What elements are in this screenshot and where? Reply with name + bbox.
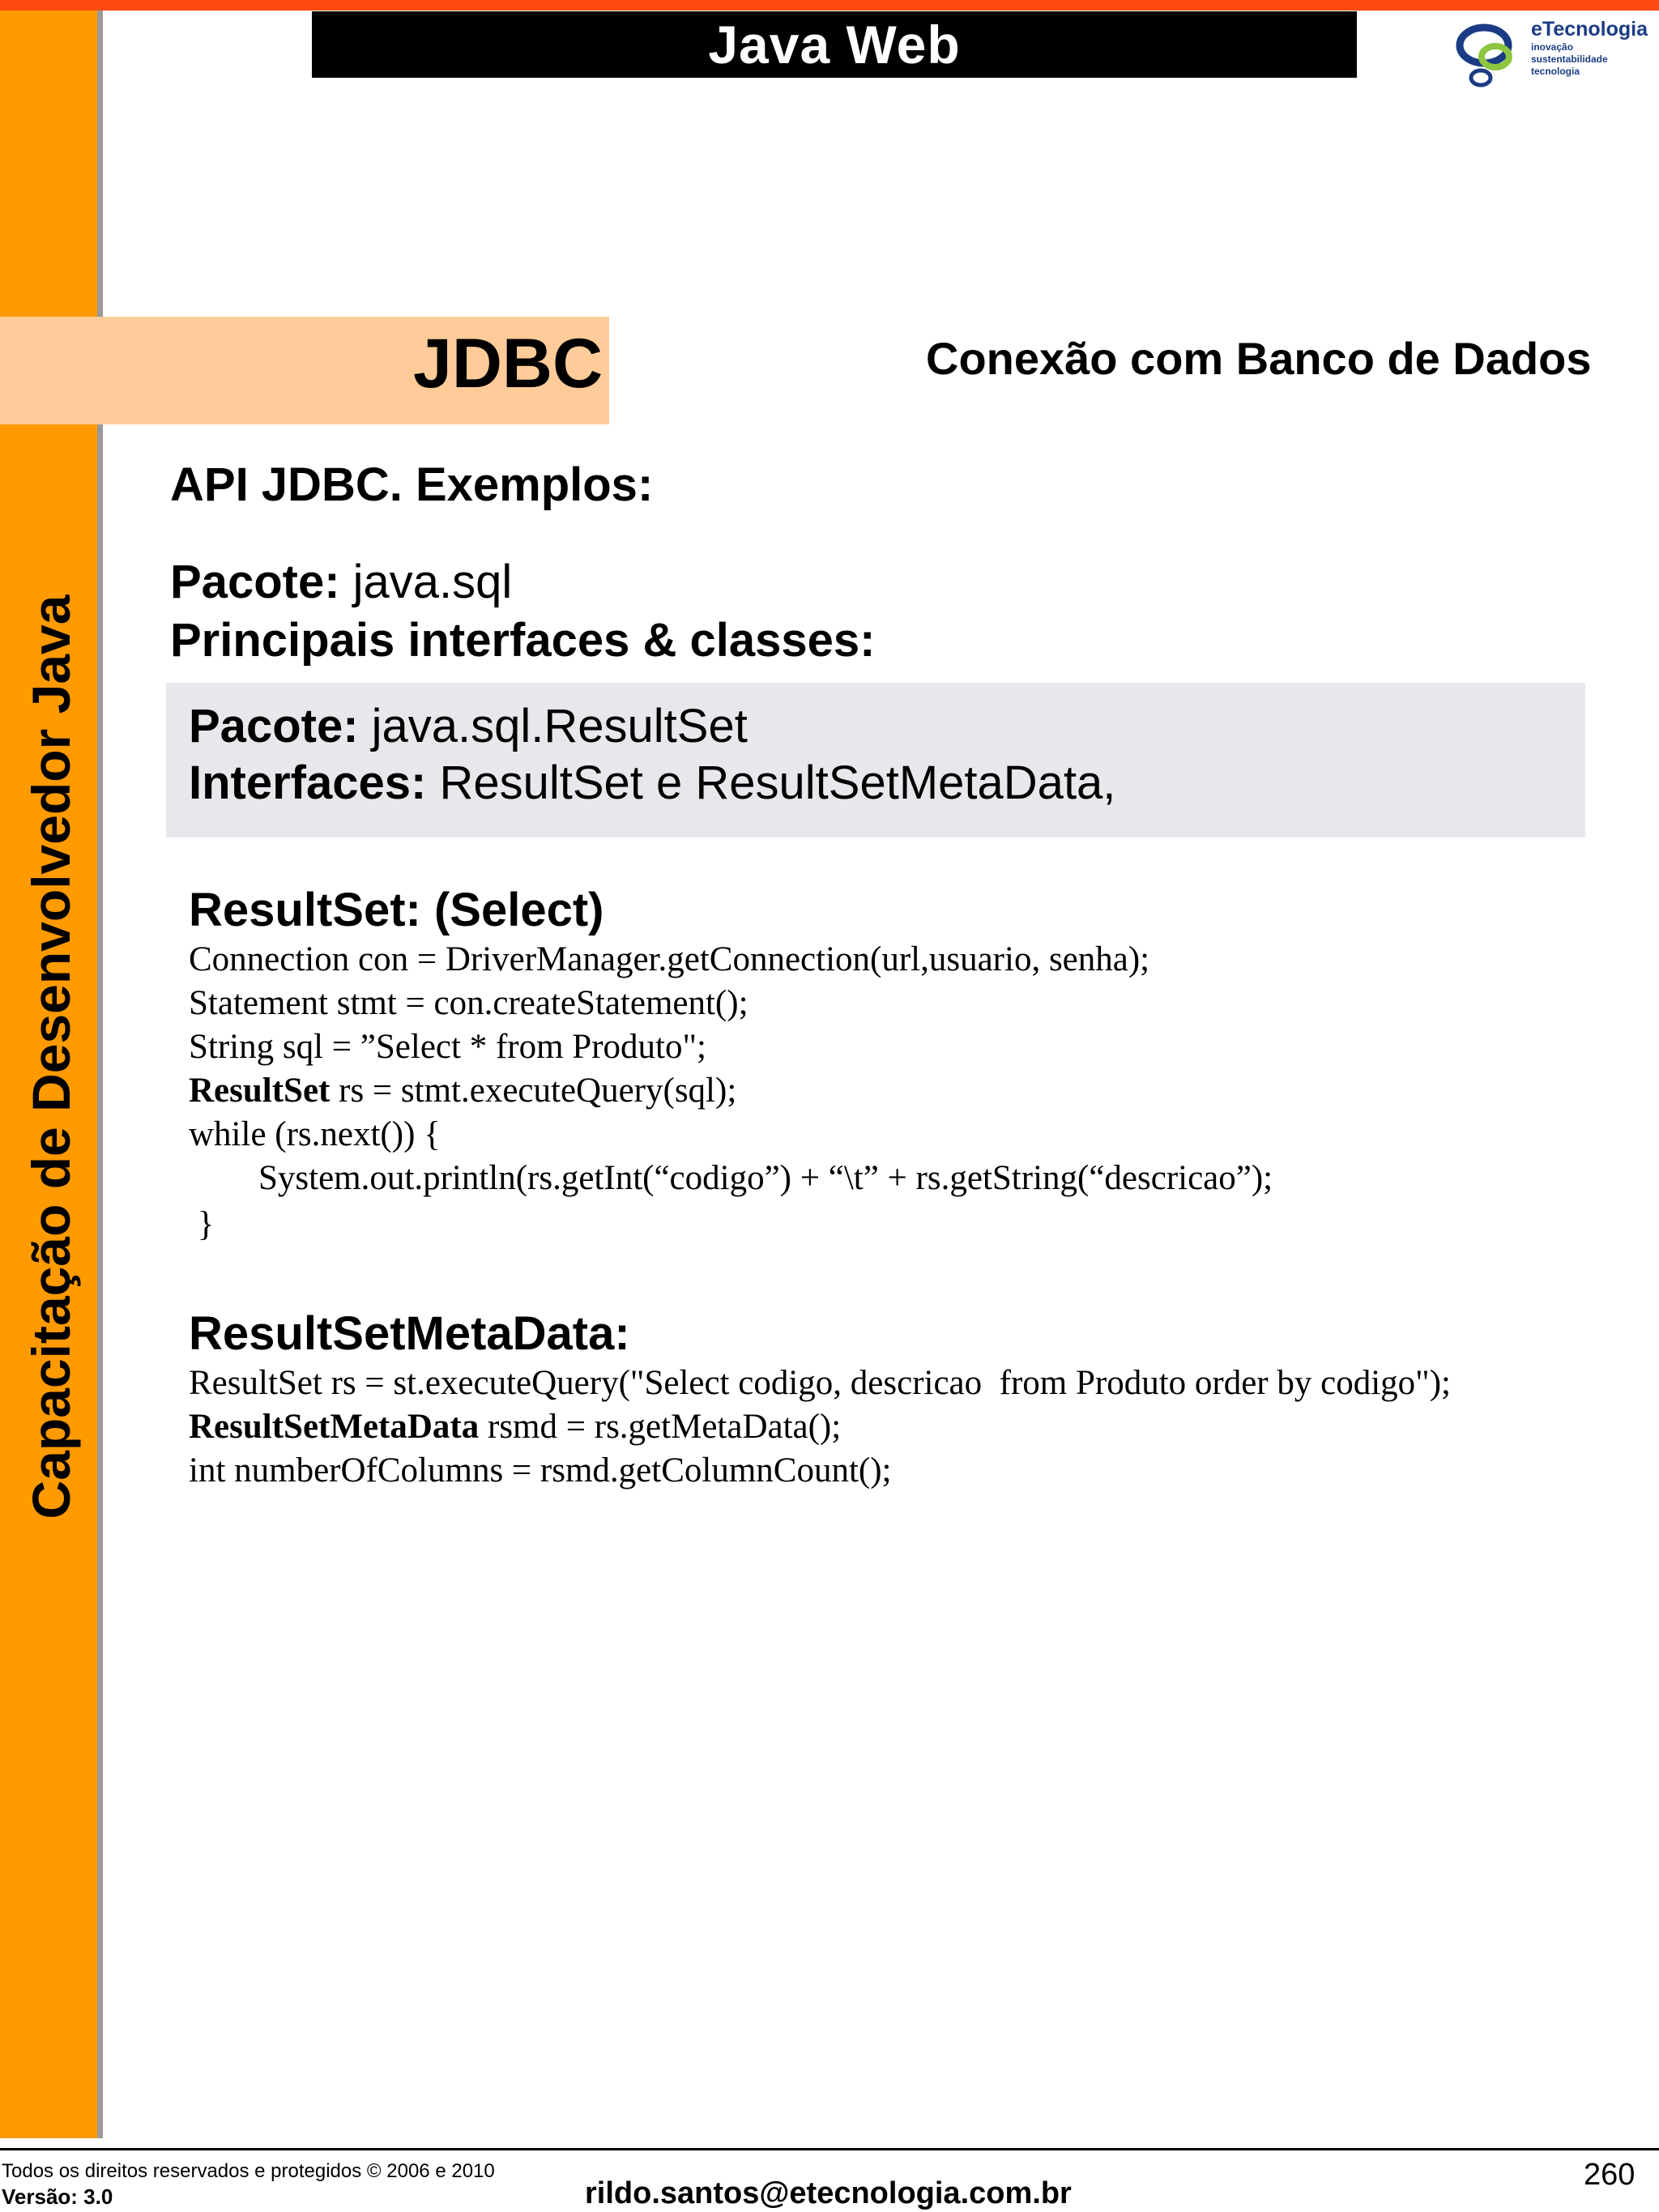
- code-text: rs = stmt.executeQuery(sql);: [330, 1072, 737, 1110]
- code-line: while (rs.next()) {: [189, 1115, 441, 1153]
- footer-email: rildo.santos@etecnologia.com.br: [585, 2176, 1072, 2210]
- resultset-heading: ResultSet: (Select): [189, 884, 604, 936]
- code-line: String sql = ”Select * from Produto";: [189, 1028, 706, 1066]
- code-keyword: ResultSetMetaData: [189, 1408, 480, 1446]
- footer-copyright: Todos os direitos reservados e protegidos © 2006 e 2010: [2, 2160, 495, 2182]
- code-line: [189, 1407, 841, 1447]
- footer-divider: [0, 2148, 1659, 2150]
- code-line: ResultSet rs = st.executeQuery("Select codigo, descricao from Produto order by codigo");: [189, 1364, 1451, 1402]
- code-line: Connection con = DriverManager.getConnection(url,usuario, senha);: [189, 940, 1150, 978]
- slide-heading: API JDBC. Exemplos:: [170, 458, 654, 511]
- code-line: }: [189, 1205, 215, 1243]
- main-interfaces-heading: Principais interfaces & classes:: [170, 614, 876, 667]
- code-keyword: ResultSet: [189, 1072, 331, 1110]
- code-line: [189, 1071, 736, 1110]
- metadata-heading: ResultSetMetaData:: [189, 1307, 630, 1360]
- box-interfaces-label: Interfaces:: [189, 757, 427, 809]
- package-label: Pacote:: [170, 556, 340, 608]
- top-accent-bar: [0, 0, 1659, 11]
- logo-tagline: sustentabilidade: [1531, 53, 1608, 65]
- slide-subtitle: Conexão com Banco de Dados: [926, 333, 1592, 384]
- logo-rings-icon: [1450, 15, 1531, 96]
- code-line: System.out.println(rs.getInt(“codigo”) + “\t” + rs.getString(“descricao”);: [189, 1159, 1273, 1197]
- code-text: rsmd = rs.getMetaData();: [479, 1408, 842, 1446]
- box-interfaces-line: [189, 756, 1115, 810]
- box-package-value: java.sql.ResultSet: [358, 700, 748, 752]
- package-line: [170, 555, 512, 609]
- code-line: int numberOfColumns = rsmd.getColumnCount();: [189, 1451, 892, 1490]
- box-interfaces-value: ResultSet e ResultSetMetaData,: [426, 757, 1116, 809]
- code-line: Statement stmt = con.createStatement();: [189, 984, 748, 1022]
- box-package-label: Pacote:: [189, 700, 359, 752]
- logo-tagline: inovação: [1531, 41, 1574, 53]
- package-value: java.sql: [339, 556, 513, 608]
- header-title: Java Web: [312, 11, 1357, 78]
- sidebar-course-title: Capacitação de Desenvolvedor Java: [21, 595, 81, 1519]
- section-title: JDBC: [413, 325, 603, 403]
- box-package-line: [189, 699, 748, 753]
- logo-tagline: tecnologia: [1531, 66, 1580, 77]
- page-number: 260: [1584, 2158, 1636, 2192]
- etecnologia-logo: [1450, 15, 1659, 96]
- footer-version: Versão: 3.0: [2, 2184, 113, 2209]
- logo-brand: eTecnologia: [1531, 18, 1648, 40]
